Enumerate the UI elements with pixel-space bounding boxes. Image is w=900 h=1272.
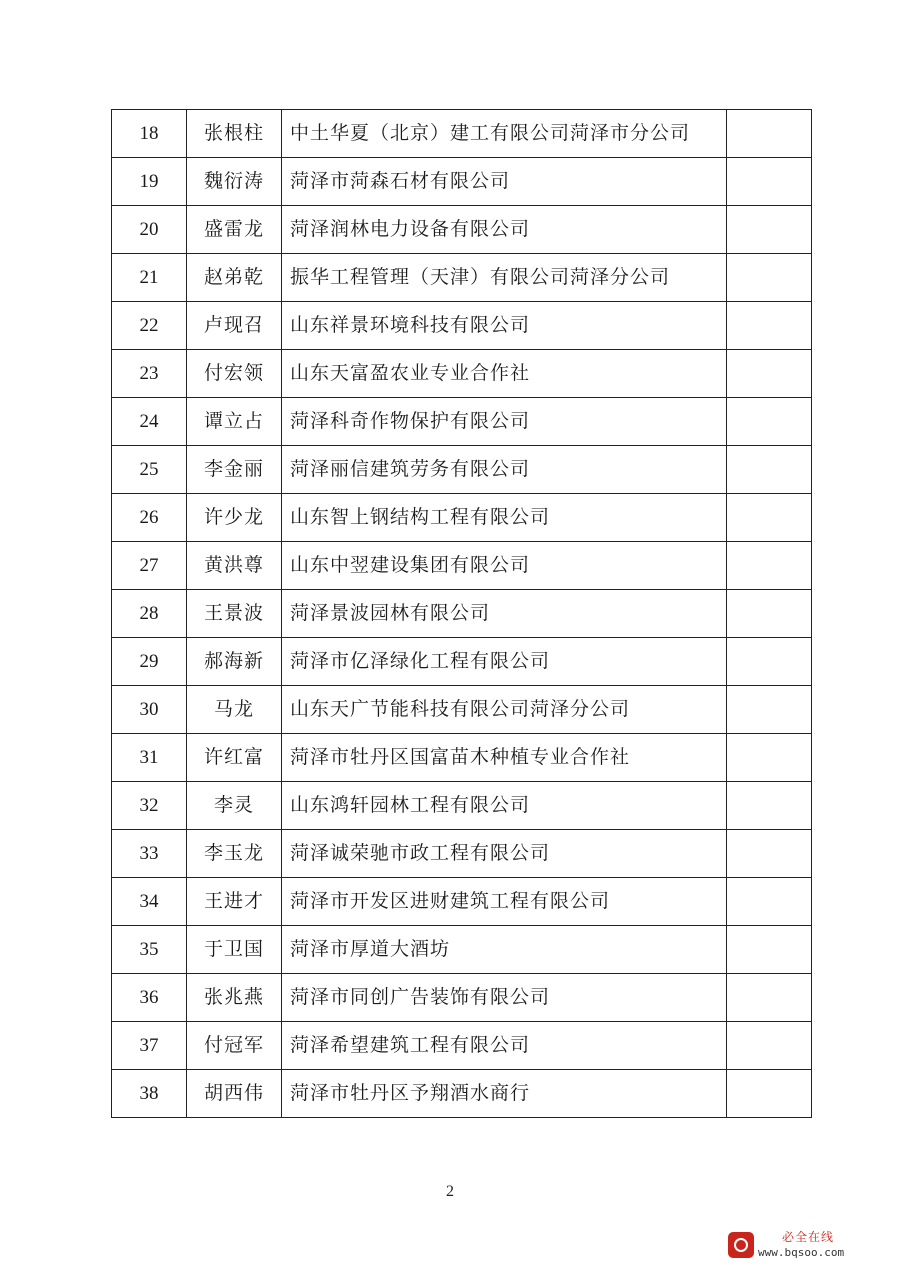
row-number-cell: 32 [112, 782, 187, 830]
table-row [112, 494, 812, 542]
table-row [112, 926, 812, 974]
remarks-cell [727, 686, 812, 734]
table-row [112, 734, 812, 782]
person-name-cell: 王景波 [187, 590, 282, 638]
site-logo-icon [728, 1232, 754, 1258]
person-name-cell: 许红富 [187, 734, 282, 782]
organization-cell: 菏泽市菏森石材有限公司 [282, 158, 727, 206]
remarks-cell [727, 926, 812, 974]
row-number-cell: 34 [112, 878, 187, 926]
person-name-cell: 李玉龙 [187, 830, 282, 878]
organization-cell: 山东祥景环境科技有限公司 [282, 302, 727, 350]
table-row [112, 446, 812, 494]
roster-table [111, 109, 812, 1118]
organization-cell: 菏泽市牡丹区国富苗木种植专业合作社 [282, 734, 727, 782]
page-number: 2 [446, 1183, 454, 1200]
remarks-cell [727, 1070, 812, 1118]
table-row [112, 254, 812, 302]
remarks-cell [727, 398, 812, 446]
remarks-cell [727, 254, 812, 302]
remarks-cell [727, 158, 812, 206]
person-name-cell: 王进才 [187, 878, 282, 926]
organization-cell: 山东鸿轩园林工程有限公司 [282, 782, 727, 830]
organization-cell: 山东智上钢结构工程有限公司 [282, 494, 727, 542]
table-row [112, 158, 812, 206]
row-number-cell: 33 [112, 830, 187, 878]
organization-cell: 菏泽市牡丹区予翔酒水商行 [282, 1070, 727, 1118]
table-row [112, 350, 812, 398]
row-number-cell: 19 [112, 158, 187, 206]
organization-cell: 菏泽希望建筑工程有限公司 [282, 1022, 727, 1070]
person-name-cell: 谭立占 [187, 398, 282, 446]
person-name-cell: 盛雷龙 [187, 206, 282, 254]
remarks-cell [727, 878, 812, 926]
table-row [112, 782, 812, 830]
row-number-cell: 27 [112, 542, 187, 590]
organization-cell: 菏泽市开发区进财建筑工程有限公司 [282, 878, 727, 926]
row-number-cell: 20 [112, 206, 187, 254]
organization-cell: 菏泽市厚道大酒坊 [282, 926, 727, 974]
person-name-cell: 郝海新 [187, 638, 282, 686]
remarks-cell [727, 590, 812, 638]
remarks-cell [727, 494, 812, 542]
table-row [112, 878, 812, 926]
table-row [112, 206, 812, 254]
person-name-cell: 张根柱 [187, 110, 282, 158]
row-number-cell: 23 [112, 350, 187, 398]
person-name-cell: 赵弟乾 [187, 254, 282, 302]
watermark-title: 必全在线 [782, 1230, 835, 1244]
remarks-cell [727, 782, 812, 830]
person-name-cell: 李金丽 [187, 446, 282, 494]
site-watermark [728, 1228, 878, 1264]
person-name-cell: 黄洪尊 [187, 542, 282, 590]
table-row [112, 1022, 812, 1070]
organization-cell: 菏泽丽信建筑劳务有限公司 [282, 446, 727, 494]
row-number-cell: 28 [112, 590, 187, 638]
table-row [112, 302, 812, 350]
organization-cell: 山东中翌建设集团有限公司 [282, 542, 727, 590]
remarks-cell [727, 638, 812, 686]
row-number-cell: 26 [112, 494, 187, 542]
organization-cell: 菏泽润林电力设备有限公司 [282, 206, 727, 254]
row-number-cell: 31 [112, 734, 187, 782]
remarks-cell [727, 110, 812, 158]
table-row [112, 638, 812, 686]
remarks-cell [727, 542, 812, 590]
remarks-cell [727, 734, 812, 782]
organization-cell: 山东天富盈农业专业合作社 [282, 350, 727, 398]
person-name-cell: 付宏领 [187, 350, 282, 398]
organization-cell: 中土华夏（北京）建工有限公司菏泽市分公司 [282, 110, 727, 158]
row-number-cell: 37 [112, 1022, 187, 1070]
roster-table-body [112, 110, 812, 1118]
person-name-cell: 马龙 [187, 686, 282, 734]
row-number-cell: 36 [112, 974, 187, 1022]
person-name-cell: 于卫国 [187, 926, 282, 974]
row-number-cell: 24 [112, 398, 187, 446]
person-name-cell: 张兆燕 [187, 974, 282, 1022]
remarks-cell [727, 1022, 812, 1070]
row-number-cell: 38 [112, 1070, 187, 1118]
organization-cell: 菏泽市亿泽绿化工程有限公司 [282, 638, 727, 686]
table-row [112, 590, 812, 638]
row-number-cell: 25 [112, 446, 187, 494]
row-number-cell: 21 [112, 254, 187, 302]
table-row [112, 830, 812, 878]
organization-cell: 菏泽诚荣驰市政工程有限公司 [282, 830, 727, 878]
row-number-cell: 29 [112, 638, 187, 686]
organization-cell: 振华工程管理（天津）有限公司菏泽分公司 [282, 254, 727, 302]
row-number-cell: 35 [112, 926, 187, 974]
table-row [112, 542, 812, 590]
row-number-cell: 22 [112, 302, 187, 350]
person-name-cell: 魏衍涛 [187, 158, 282, 206]
table-row [112, 110, 812, 158]
remarks-cell [727, 974, 812, 1022]
organization-cell: 菏泽景波园林有限公司 [282, 590, 727, 638]
remarks-cell [727, 206, 812, 254]
table-row [112, 974, 812, 1022]
remarks-cell [727, 446, 812, 494]
person-name-cell: 胡西伟 [187, 1070, 282, 1118]
organization-cell: 菏泽市同创广告装饰有限公司 [282, 974, 727, 1022]
organization-cell: 菏泽科奇作物保护有限公司 [282, 398, 727, 446]
person-name-cell: 许少龙 [187, 494, 282, 542]
table-row [112, 686, 812, 734]
row-number-cell: 30 [112, 686, 187, 734]
table-row [112, 1070, 812, 1118]
table-row [112, 398, 812, 446]
remarks-cell [727, 302, 812, 350]
person-name-cell: 卢现召 [187, 302, 282, 350]
organization-cell: 山东天广节能科技有限公司菏泽分公司 [282, 686, 727, 734]
person-name-cell: 付冠军 [187, 1022, 282, 1070]
watermark-url: www.bqsoo.com [758, 1246, 845, 1259]
remarks-cell [727, 830, 812, 878]
remarks-cell [727, 350, 812, 398]
person-name-cell: 李灵 [187, 782, 282, 830]
row-number-cell: 18 [112, 110, 187, 158]
